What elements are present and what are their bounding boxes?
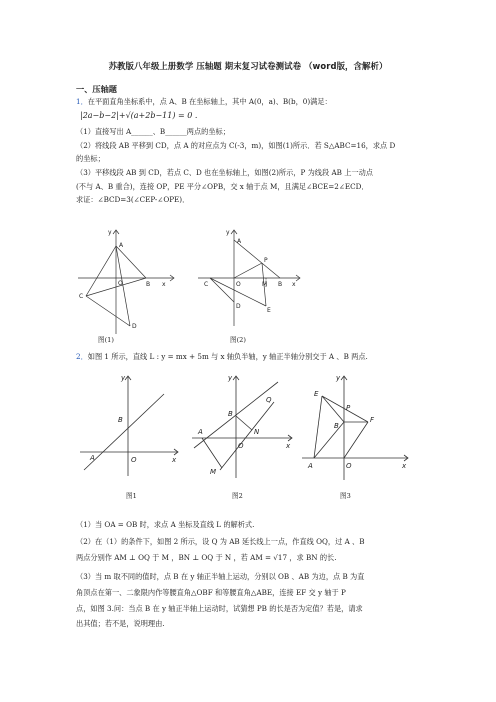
q1-part3-line3: 求证：∠BCD=3(∠CEP-∠OPE)． [76, 195, 190, 204]
fig1-label-d: D [132, 323, 137, 330]
fig1-label-b: B [146, 281, 151, 288]
q1-formula: |2a−b−2|+√(a+2b−11) = 0 . [80, 111, 198, 120]
figure-1 [74, 226, 180, 338]
q2-part2-line2: 两点分别作 AM ⊥ OQ 于 M ，BN ⊥ OQ 于 N ，若 AM = √17 ，求 BN 的长. [76, 553, 337, 562]
q2-fig2-caption: 图2 [232, 492, 243, 500]
q2-fig2-segment-am [202, 438, 222, 468]
q2-fig3-segment-be [322, 396, 344, 422]
fig2-label-d: D [236, 303, 241, 310]
fig2-segment-cd [210, 278, 234, 302]
q1-part2-line1: （2）将线段 AB 平移到 CD，点 A 的对应点为 C(-3，m)，如图(1)所示．若 S△ABC=16，求点 D [76, 141, 396, 150]
q1-number: 1． [76, 97, 88, 106]
q2-fig3-segment-ea [314, 396, 322, 458]
q2-figure-3 [300, 372, 412, 484]
q2-part3-line3: 点，如图 3.问：当点 B 在 y 轴正半轴上运动时，试猜想 PB 的长是否为定值？若是，请求 [76, 604, 363, 613]
q2-figure-1 [78, 372, 182, 484]
q2-fig2-label-m: M [210, 468, 217, 476]
q2-fig2-label-o: O [238, 442, 244, 450]
q2-fig2-label-x: x [286, 442, 291, 450]
q2-fig2-label-a: A [198, 428, 203, 436]
q2-fig2-label-b: B [228, 410, 233, 418]
q2-figure-2 [190, 372, 296, 484]
q2-fig3-caption: 图3 [340, 492, 351, 500]
q2-part3-line2: 角顶点在第一、二象限内作等腰直角△OBF 和等腰直角△ABE，连接 EF 交 y 轴于 P [76, 588, 346, 597]
fig1-label-a: A [119, 242, 124, 249]
q2-fig2-label-q: Q [266, 396, 272, 404]
q2-fig3-label-o: O [346, 462, 352, 470]
fig2-segment-op [234, 263, 262, 278]
fig2-label-b: B [278, 281, 283, 288]
fig2-label-m: M [262, 281, 268, 288]
q2-fig3-label-x: x [402, 462, 407, 470]
fig2-label-p: P [264, 257, 268, 264]
q2-fig3-label-a: A [308, 462, 313, 470]
q1-part3-line2: (不与 A、B 重合)，连接 OP，PE 平分∠OPB，交 x 轴于点 M，且满足∠BCE=2∠ECD． [76, 182, 369, 191]
fig2-label-o: O [236, 281, 241, 288]
q2-fig1-line-l [84, 394, 164, 470]
q2-fig3-label-e: E [314, 390, 319, 398]
q2-part3-line4: 出其值；若不是，说明理由. [76, 619, 165, 628]
q1-part3-line1: （3）平移线段 AB 到 CD，若点 C、D 也在坐标轴上，如图(2)所示，P 为线段 AB 上一动点 [76, 168, 373, 177]
fig2-segment-ab [234, 240, 280, 278]
q1-part1: （1）直接写出 A______、B______两点的坐标； [76, 127, 230, 136]
q2-fig1-label-y: y [121, 374, 126, 382]
q2-fig1-label-b: B [118, 416, 123, 424]
q2-number: 2． [76, 352, 88, 361]
q2-stem-text: 如图 1 所示，直线 L : y = mx + 5m 与 x 轴负半轴，y 轴正半轴分别交于 A 、B 两点. [87, 352, 368, 361]
fig2-label-x: x [292, 281, 296, 288]
q2-fig1-caption: 图1 [126, 492, 137, 500]
fig1-caption: 图(1) [98, 336, 114, 344]
q2-fig1-label-x: x [172, 456, 177, 464]
fig2-caption: 图(2) [230, 336, 246, 344]
section-heading: 一、压轴题 [76, 84, 117, 94]
q1-part2-line2: 的坐标； [76, 154, 105, 163]
q2-fig3-segment-fo [344, 422, 368, 458]
fig1-label-x: x [162, 281, 166, 288]
q2-part3-line1: （3）当 m 取不同的值时，点 B 在 y 轴正半轴上运动，分别以 OB 、AB 为边，点 B 为直 [76, 572, 365, 581]
q2-fig3-label-b: B [334, 422, 339, 430]
q2-part2-line1: （2）在（1）的条件下，如图 2 所示，设 Q 为 AB 延长线上一点，作直线 OQ，过 A 、B [76, 537, 365, 546]
q2-fig2-label-n: N [254, 428, 260, 436]
fig2-label-e: E [267, 307, 271, 314]
fig2-label-c: C [204, 281, 209, 288]
q2-stem [76, 352, 368, 361]
fig1-label-y: y [108, 229, 112, 236]
fig1-segment-cd [86, 296, 130, 326]
fig1-label-o: O [118, 280, 123, 287]
figure-2 [196, 226, 306, 338]
q2-fig3-label-y: y [336, 374, 341, 382]
q2-fig3-label-f: F [370, 416, 375, 424]
q2-fig3-segment-ef [322, 396, 368, 422]
document-title: 苏教版八年级上册数学 压轴题 期末复习试卷测试卷 （word版，含解析） [108, 61, 388, 71]
fig1-label-c: C [79, 293, 84, 300]
q2-fig1-label-a: A [90, 454, 95, 462]
q1-stem-text: 在平面直角坐标系中，点 A、B 在坐标轴上，其中 A(0，a)、B(b，0)满足： [87, 97, 332, 106]
q2-part1: （1）当 OA = OB 时，求点 A 坐标及直线 L 的解析式. [76, 520, 255, 529]
q1-stem [76, 97, 332, 106]
fig2-label-a: A [237, 238, 242, 245]
q2-fig1-label-o: O [131, 456, 137, 464]
q2-fig3-label-p: P [346, 404, 351, 412]
q2-fig2-segment-bn [236, 416, 252, 430]
q2-fig3-segment-ab [314, 422, 344, 458]
fig2-label-y: y [226, 229, 230, 236]
q2-fig2-label-y: y [228, 374, 233, 382]
